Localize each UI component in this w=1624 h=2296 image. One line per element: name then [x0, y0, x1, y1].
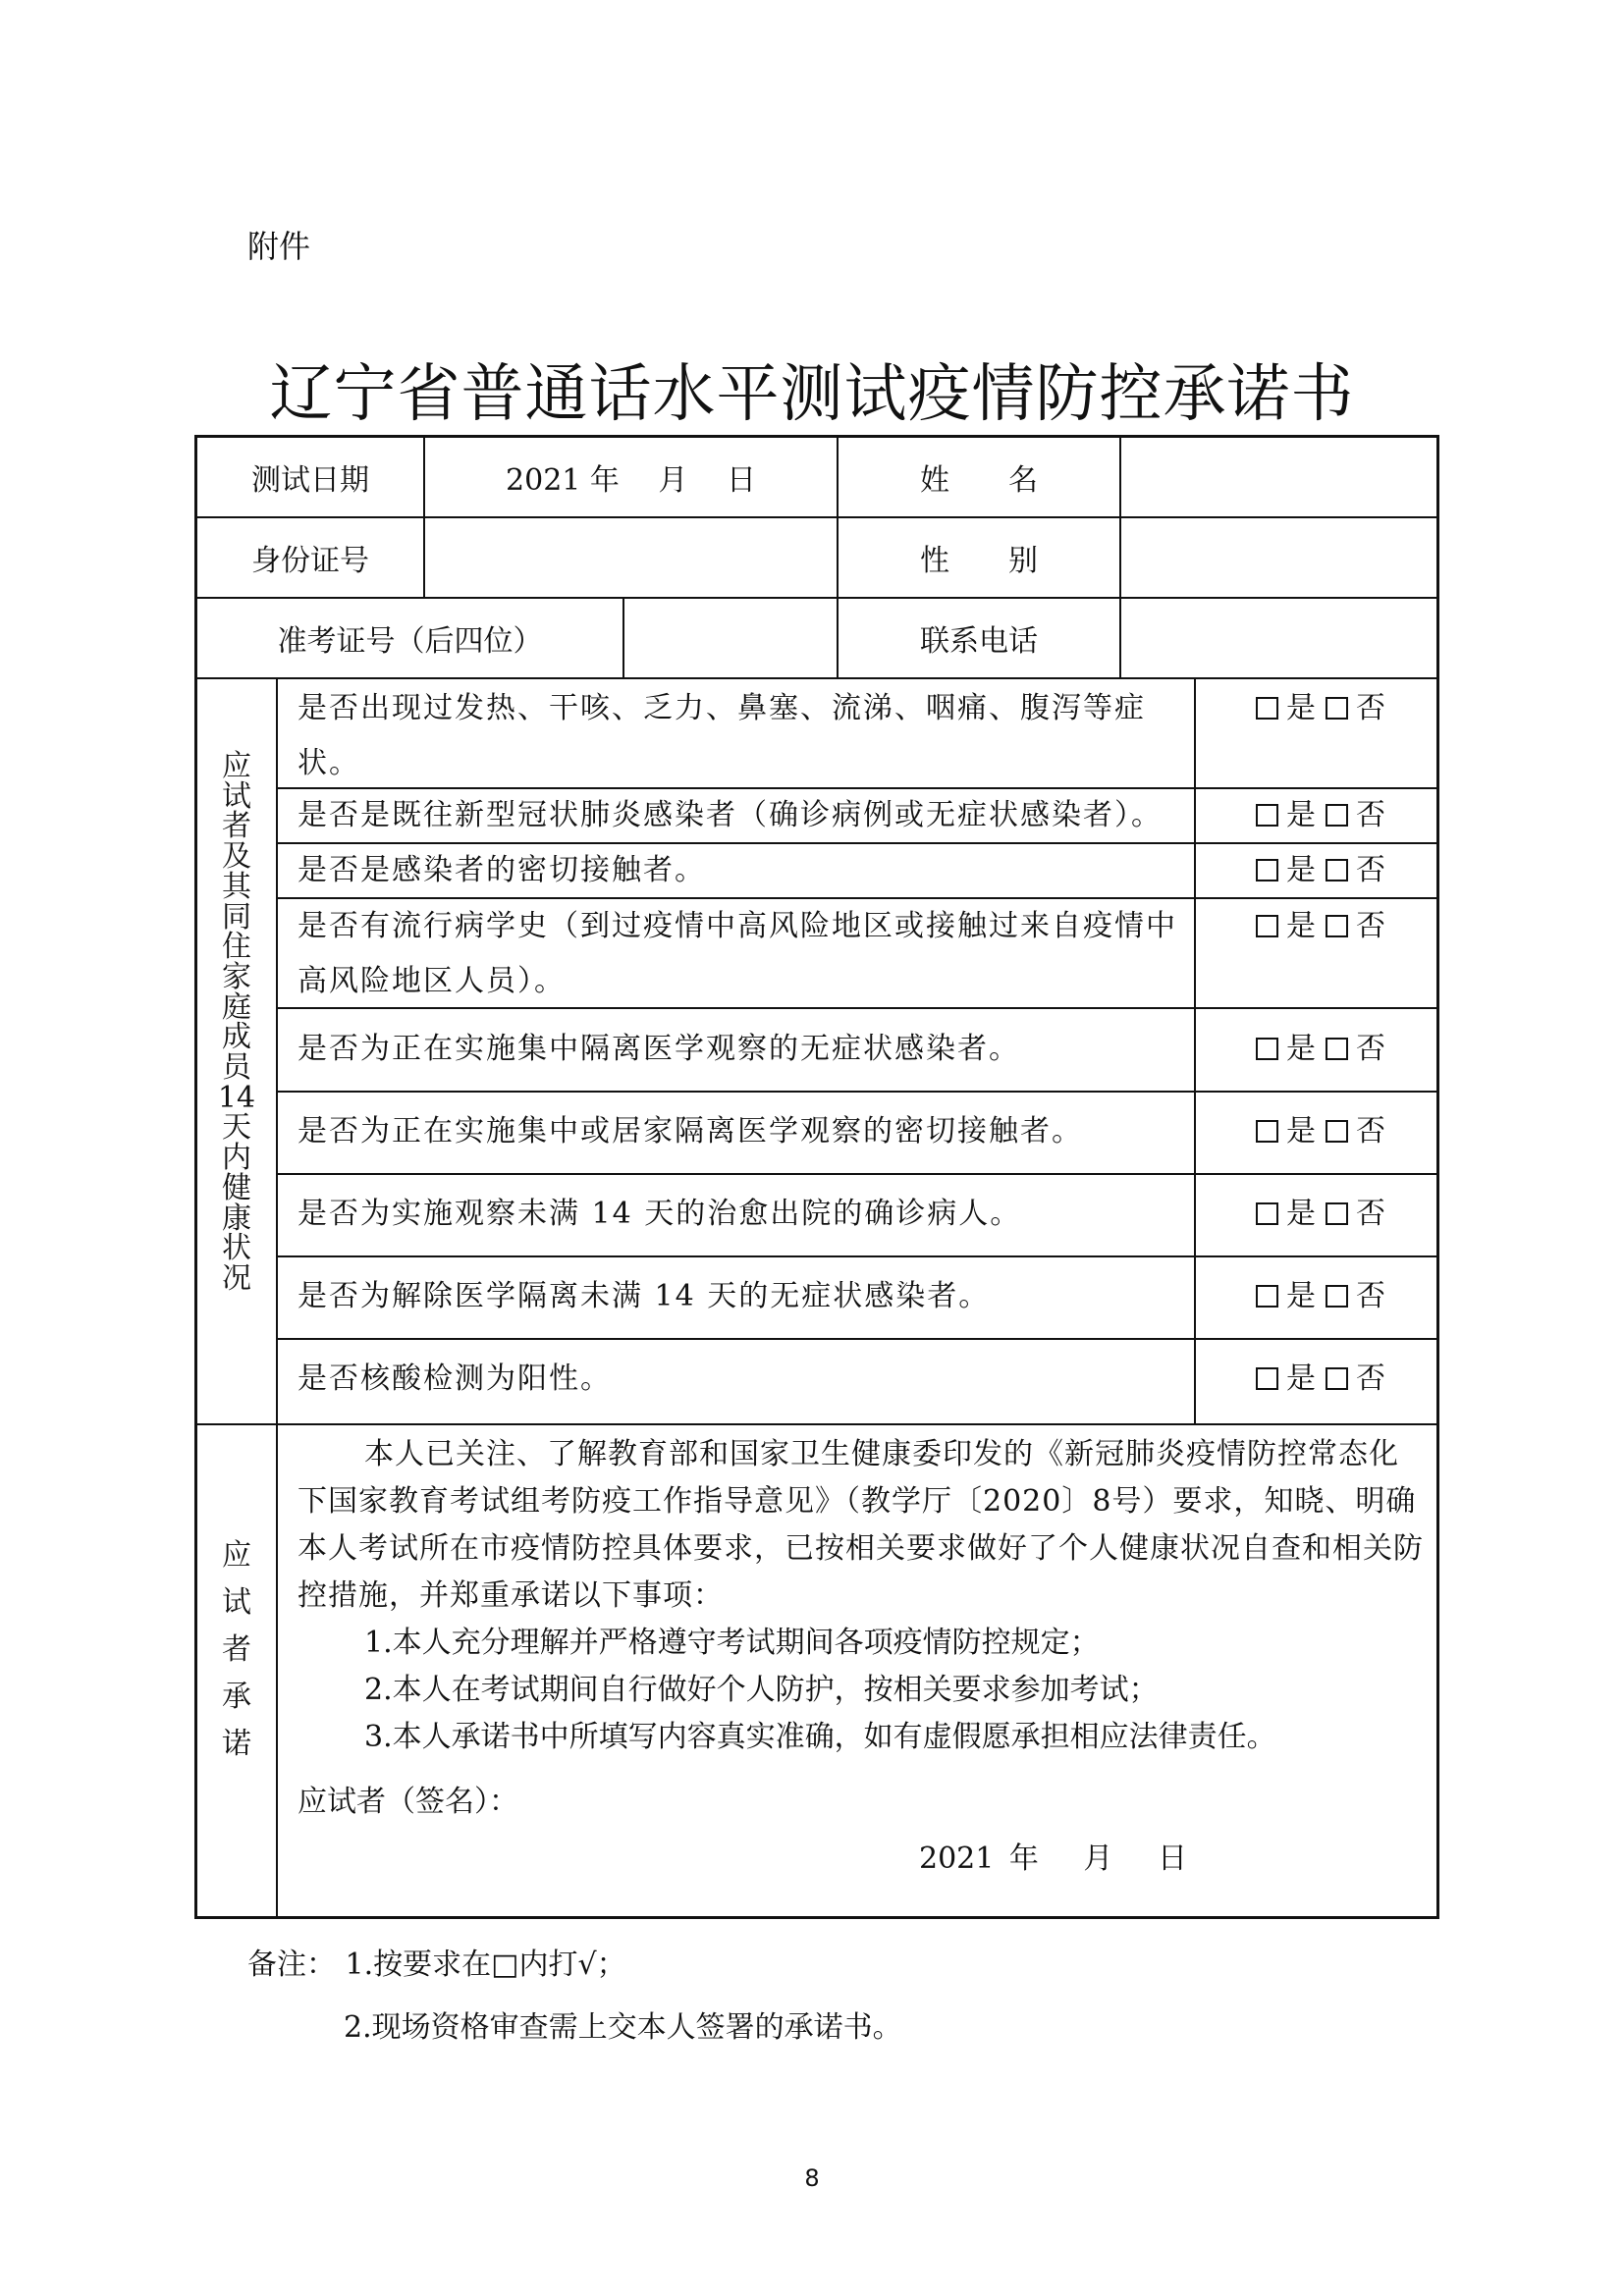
row-divider: [276, 1255, 1436, 1257]
answer-6: [1196, 1104, 1439, 1159]
no-checkbox[interactable]: [1326, 804, 1348, 827]
yes-label: 是: [1286, 853, 1318, 887]
row-divider: [276, 1091, 1436, 1093]
yes-label: 是: [1286, 1279, 1318, 1313]
pledge-intro: 本人已关注、了解教育部和国家卫生健康委印发的《新冠肺炎疫情防控常态化下国家教育考试组考防疫工作指导意见》（教学厅〔2020〕8号）要求，知晓、明确本人考试所在市疫情防控具体要求，已按相关要求做好了个人健康状况自查和相关防控措施，并郑重承诺以下事项：: [298, 1437, 1424, 1613]
answer-5: [1196, 1022, 1439, 1077]
name-label: 姓 名: [920, 463, 1038, 498]
no-checkbox[interactable]: [1326, 1367, 1348, 1390]
document-title: 辽宁省普通话水平测试疫情防控承诺书: [269, 358, 1355, 431]
side-divider: [276, 677, 278, 1916]
question-9: 是否核酸检测为阳性。: [298, 1362, 612, 1396]
id-number-label: 身份证号: [251, 544, 369, 578]
yes-label: 是: [1286, 798, 1318, 832]
pledge-form: [194, 435, 1439, 1919]
phone-label: 联系电话: [920, 624, 1038, 659]
answer-2: [1196, 788, 1439, 843]
no-checkbox[interactable]: [1326, 1202, 1348, 1225]
test-date-label: 测试日期: [251, 463, 369, 498]
id-number-field[interactable]: [425, 518, 837, 597]
no-checkbox[interactable]: [1326, 1038, 1348, 1060]
answer-3: [1196, 843, 1439, 898]
question-4: 是否有流行病学史（到过疫情中高风险地区或接触过来自疫情中高风险地区人员）。: [298, 909, 1177, 998]
note-item-2: 2.现场资格审查需上交本人签署的承诺书。: [344, 2010, 902, 2045]
pledge-section-label-text: 应试者承诺: [222, 1538, 251, 1761]
notes-label: 备注: [247, 1948, 306, 1982]
answer-8: [1196, 1269, 1439, 1324]
yes-checkbox[interactable]: [1256, 1120, 1278, 1143]
question-3: 是否是感染者的密切接触者。: [298, 853, 706, 887]
yes-checkbox[interactable]: [1256, 697, 1278, 720]
note-item-1: 1.按要求在□内打√；: [345, 1948, 626, 1982]
phone-field[interactable]: [1121, 599, 1436, 677]
yes-checkbox[interactable]: [1256, 1285, 1278, 1308]
yes-label: 是: [1286, 909, 1318, 943]
no-label: 否: [1356, 1032, 1387, 1066]
notes: 备注： 1.按要求在□内打√； 2.现场资格审查需上交本人签署的承诺书。: [247, 1934, 902, 2059]
row-divider: [276, 1338, 1436, 1340]
no-label: 否: [1356, 1114, 1387, 1148]
no-checkbox[interactable]: [1326, 915, 1348, 937]
gender-label: 性 别: [920, 544, 1038, 578]
answer-4: [1196, 899, 1439, 954]
yes-checkbox[interactable]: [1256, 915, 1278, 937]
no-checkbox[interactable]: [1326, 859, 1348, 881]
health-section-label: [217, 749, 256, 1296]
question-5: 是否为正在实施集中隔离医学观察的无症状感染者。: [298, 1032, 1020, 1066]
name-field[interactable]: [1121, 438, 1436, 516]
answer-7: [1196, 1187, 1439, 1242]
yes-label: 是: [1286, 1362, 1318, 1396]
yes-checkbox[interactable]: [1256, 1202, 1278, 1225]
yes-label: 是: [1286, 1032, 1318, 1066]
yes-checkbox[interactable]: [1256, 1038, 1278, 1060]
no-label: 否: [1356, 1279, 1387, 1313]
signature-label: 应试者（签名）：: [298, 1785, 518, 1819]
yes-label: 是: [1286, 1114, 1318, 1148]
yes-label: 是: [1286, 691, 1318, 725]
page-number: 8: [804, 2164, 820, 2192]
no-label: 否: [1356, 1362, 1387, 1396]
no-label: 否: [1356, 691, 1387, 725]
question-1: 是否出现过发热、干咳、乏力、鼻塞、流涕、咽痛、腹泻等症状。: [298, 691, 1146, 780]
health-section-label-text: 应试者及其同住家庭成员14天内健康状况: [217, 749, 256, 1296]
no-label: 否: [1356, 1197, 1387, 1231]
test-date-value: 2021 年 月 日: [506, 463, 756, 498]
no-checkbox[interactable]: [1326, 1120, 1348, 1143]
yes-label: 是: [1286, 1197, 1318, 1231]
answer-9: [1196, 1352, 1439, 1407]
pledge-item-3: 3.本人承诺书中所填写内容真实准确，如有虚假愿承担相应法律责任。: [364, 1720, 1276, 1754]
pledge-item-1: 1.本人充分理解并严格遵守考试期间各项疫情防控规定；: [364, 1626, 1100, 1660]
yes-checkbox[interactable]: [1256, 804, 1278, 827]
no-checkbox[interactable]: [1326, 697, 1348, 720]
question-2: 是否是既往新型冠状肺炎感染者（确诊病例或无症状感染者）。: [298, 798, 1163, 832]
question-6: 是否为正在实施集中或居家隔离医学观察的密切接触者。: [298, 1114, 1083, 1148]
answer-1: [1196, 681, 1439, 736]
no-label: 否: [1356, 798, 1387, 832]
pledge-item-2: 2.本人在考试期间自行做好个人防护，按相关要求参加考试；: [364, 1673, 1159, 1707]
gender-field[interactable]: [1121, 518, 1436, 597]
question-8: 是否为解除医学隔离未满 14 天的无症状感染者。: [298, 1279, 991, 1313]
row-divider: [197, 677, 1436, 679]
ticket-number-field[interactable]: [624, 599, 837, 677]
yes-checkbox[interactable]: [1256, 859, 1278, 881]
attachment-label: 附件: [247, 228, 311, 265]
no-label: 否: [1356, 909, 1387, 943]
no-checkbox[interactable]: [1326, 1285, 1348, 1308]
signature-date: 2021 年 月 日: [919, 1842, 1187, 1876]
pledge-section-label: [217, 1532, 256, 1768]
section-divider: [197, 1423, 1436, 1425]
pledge-text: [298, 1431, 1427, 1761]
no-label: 否: [1356, 853, 1387, 887]
row-divider: [276, 1173, 1436, 1175]
question-7: 是否为实施观察未满 14 天的治愈出院的确诊病人。: [298, 1197, 1022, 1231]
ticket-number-label: 准考证号（后四位）: [277, 624, 543, 659]
yes-checkbox[interactable]: [1256, 1367, 1278, 1390]
